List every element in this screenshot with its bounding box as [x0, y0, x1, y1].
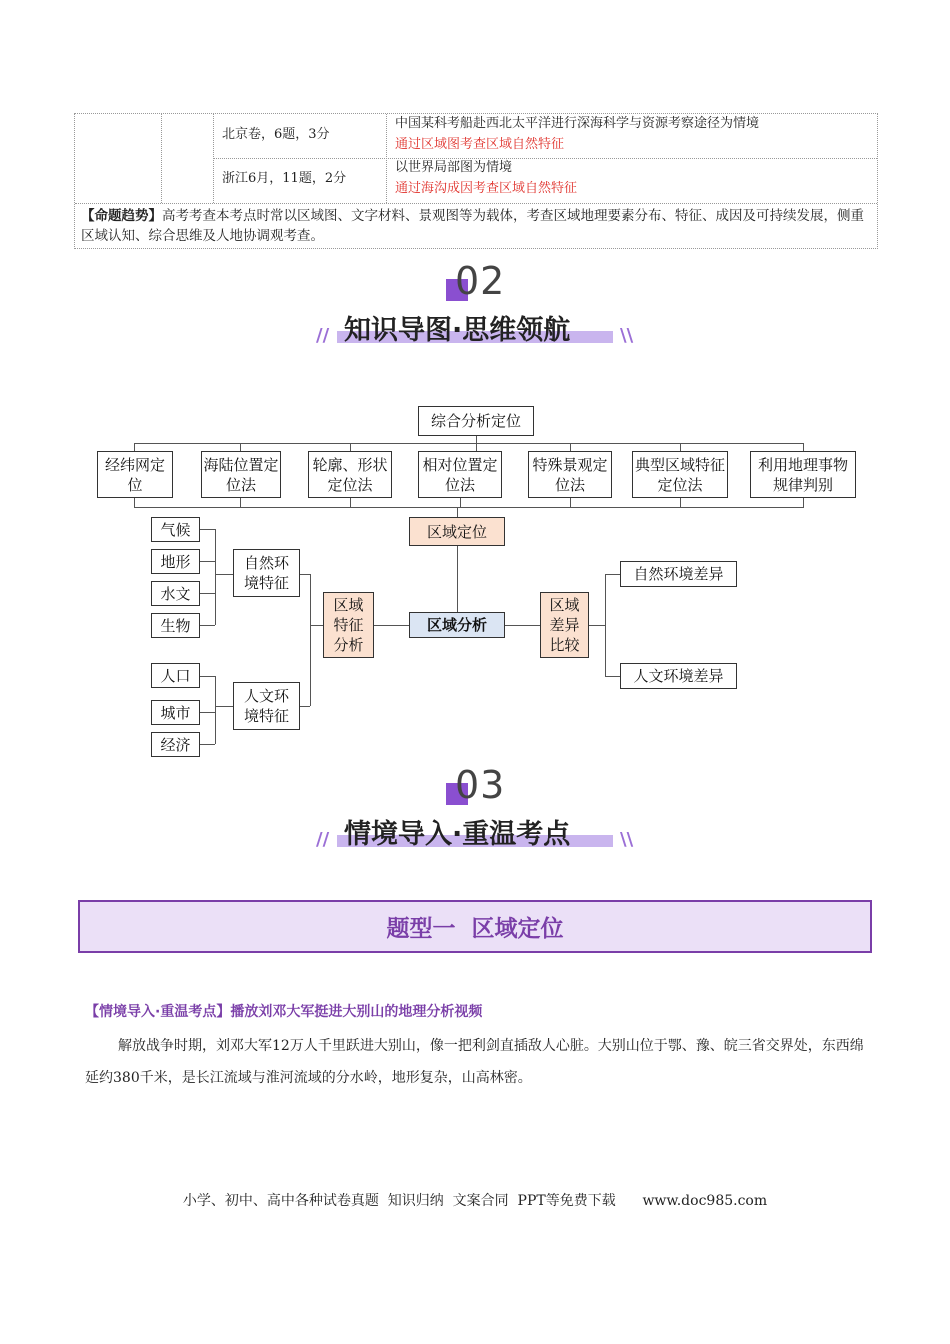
- table-row-2-focus: 通过海沟成因考查区域自然特征: [395, 181, 578, 196]
- section-03-left-deco: //: [316, 829, 330, 850]
- mindmap-natural-features: 自然环境特征: [233, 549, 300, 597]
- mindmap-human-item-1: 人口: [151, 663, 200, 688]
- lead-text: 【情境导入·重温考点】播放刘邓大军挺进大别山的地理分析视频: [85, 1004, 483, 1020]
- table-divider: [161, 114, 162, 203]
- section-02-number: 02: [455, 259, 506, 303]
- section-02-left-deco: //: [316, 325, 330, 346]
- footer-text: 小学、初中、高中各种试卷真题 知识归纳 文案合同 PPT等免费下载 www.doc985.com: [182, 1193, 768, 1209]
- mindmap-natural-diff: 自然环境差异: [620, 561, 737, 587]
- mindmap-human-item-2: 城市: [151, 700, 200, 725]
- mindmap-method-1: 经纬网定位: [97, 451, 173, 498]
- mindmap-feature-analysis: 区域特征分析: [323, 592, 374, 658]
- type-banner: [78, 900, 872, 953]
- section-02-right-deco: \\: [620, 325, 634, 346]
- mindmap-difference-compare: 区域差异比较: [540, 592, 589, 658]
- mindmap-region-locate: 区域定位: [409, 517, 505, 546]
- trend-body: 高考考查本考点时常以区域图、文字材料、景观图等为载体，考查区域地理要素分布、特征、成因及可持续发展，侧重区域认知、综合思维及人地协调观考查。: [81, 208, 864, 244]
- table-divider: [75, 203, 877, 204]
- type-banner-text: 题型一 区域定位: [386, 916, 564, 942]
- section-03-right-deco: \\: [620, 829, 634, 850]
- intro-paragraph: 解放战争时期，刘邓大军12万人千里跃进大别山，像一把利剑直插敌人心脏。大别山位于鄂、豫、皖三省交界处，东西绵延约380千米，是长江流域与淮河流域的分水岭，地形复杂，山高林密。: [85, 1038, 864, 1086]
- mindmap-method-5: 特殊景观定位法: [528, 451, 612, 498]
- mindmap-human-diff: 人文环境差异: [620, 663, 737, 689]
- table-row-1-source: 北京卷，6题，3分: [222, 127, 330, 142]
- mindmap-region-analysis: 区域分析: [409, 612, 505, 638]
- trend-text: [81, 206, 871, 246]
- trend-label: 【命题趋势】: [81, 208, 162, 224]
- mindmap-method-7: 利用地理事物规律判别: [750, 451, 856, 498]
- mindmap-natural-item-1: 气候: [151, 517, 200, 542]
- mindmap-natural-item-3: 水文: [151, 581, 200, 606]
- mindmap-natural-item-4: 生物: [151, 613, 200, 638]
- table-row-2-source: 浙江6月，11题，2分: [222, 171, 347, 186]
- mindmap-root: 综合分析定位: [418, 406, 534, 436]
- section-02-title: 知识导图·思维领航: [344, 315, 571, 346]
- mindmap-human-features: 人文环境特征: [233, 682, 300, 730]
- table-row-1-focus: 通过区域图考查区域自然特征: [395, 137, 565, 152]
- mindmap-method-4: 相对位置定位法: [418, 451, 502, 498]
- mindmap-method-3: 轮廓、形状定位法: [308, 451, 392, 498]
- mindmap-human-item-3: 经济: [151, 732, 200, 757]
- table-divider: [213, 158, 877, 159]
- section-03-title: 情境导入·重温考点: [344, 819, 571, 850]
- table-row-1-context: 中国某科考船赴西北太平洋进行深海科学与资源考察途径为情境: [395, 116, 760, 131]
- mindmap-method-6: 典型区域特征定位法: [632, 451, 728, 498]
- section-03-number: 03: [455, 763, 506, 807]
- mindmap-method-2: 海陆位置定位法: [201, 451, 281, 498]
- exam-table: [74, 113, 878, 249]
- mindmap-natural-item-2: 地形: [151, 549, 200, 574]
- table-row-2-context: 以世界局部图为情境: [395, 160, 513, 175]
